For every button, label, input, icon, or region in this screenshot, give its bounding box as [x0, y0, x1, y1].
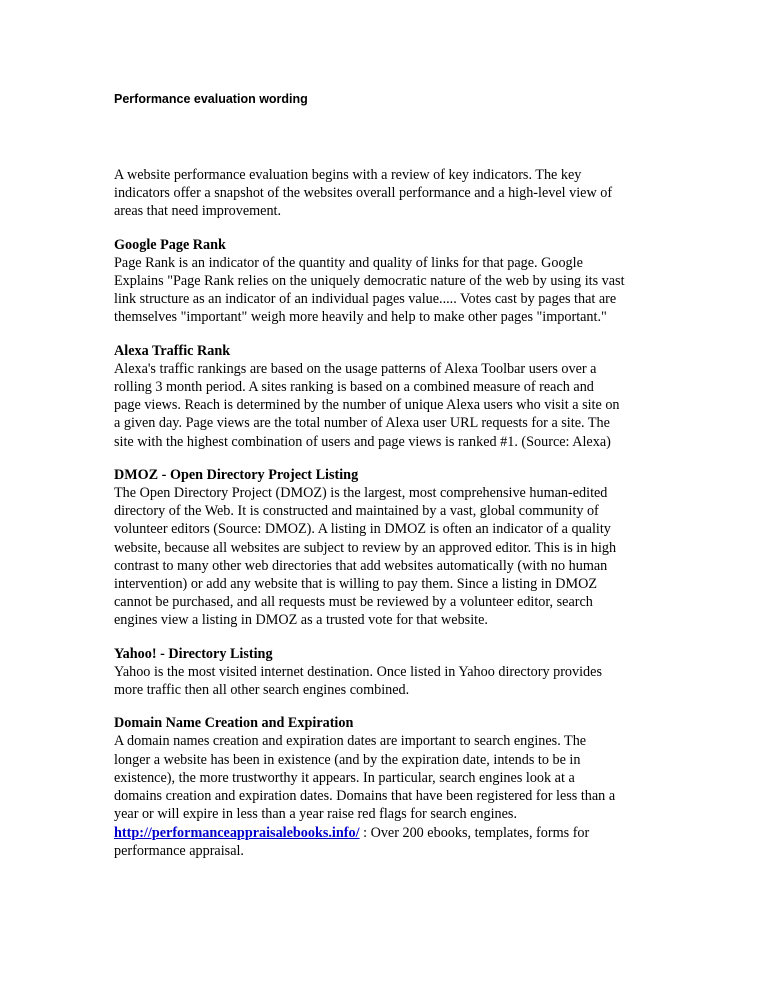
section-line: Yahoo is the most visited internet destination. Once listed in Yahoo directory provides — [114, 663, 602, 680]
section-alexa-traffic-rank — [114, 342, 670, 451]
section-line: Explains "Page Rank relies on the uniquely democratic nature of the web by using its vast — [114, 273, 625, 290]
intro-line: areas that need improvement. — [114, 203, 282, 220]
section-heading: Google Page Rank — [114, 236, 226, 253]
section-line: cannot be purchased, and all requests must be reviewed by a volunteer editor, search — [114, 594, 593, 611]
section-line: rolling 3 month period. A sites ranking is based on a combined measure of reach and — [114, 379, 594, 396]
section-line: website, because all websites are subject to review by an approved editor. This is in high — [114, 539, 617, 556]
section-line: Page Rank is an indicator of the quantity and quality of links for that page. Google — [114, 254, 583, 271]
footer-description: : Over 200 ebooks, templates, forms for — [359, 824, 590, 841]
document-body — [114, 166, 670, 860]
section-line: longer a website has been in existence (and by the expiration date, intends to be in — [114, 751, 581, 768]
section-yahoo-listing — [114, 645, 670, 700]
section-dmoz-listing — [114, 466, 670, 630]
intro-line: A website performance evaluation begins with a review of key indicators. The key — [114, 167, 582, 183]
section-line: intervention) or add any website that is willing to pay them. Since a listing in DMOZ — [114, 576, 598, 593]
section-line: page views. Reach is determined by the number of unique Alexa users who visit a site on — [114, 397, 620, 414]
section-heading: Alexa Traffic Rank — [114, 342, 231, 359]
section-heading: DMOZ - Open Directory Project Listing — [114, 466, 359, 483]
section-line: directory of the Web. It is constructed and maintained by a vast, global community of — [114, 503, 599, 520]
section-line: domains creation and expiration dates. Domains that have been registered for less than a — [114, 788, 616, 805]
section-heading: Yahoo! - Directory Listing — [114, 645, 273, 662]
footer-line-2: performance appraisal. — [114, 842, 244, 859]
section-line: year or will expire in less than a year raise red flags for search engines. — [114, 806, 517, 823]
section-line: A domain names creation and expiration dates are important to search engines. The — [114, 733, 587, 750]
section-line: Alexa's traffic rankings are based on the usage patterns of Alexa Toolbar users over a — [114, 360, 597, 377]
footer-line — [114, 824, 670, 842]
section-line: more traffic then all other search engines combined. — [114, 682, 410, 699]
section-google-page-rank — [114, 236, 670, 327]
intro-paragraph — [114, 166, 670, 221]
section-line: contrast to many other web directories that add websites automatically (with no human — [114, 557, 608, 574]
section-heading: Domain Name Creation and Expiration — [114, 715, 354, 732]
section-line: themselves "important" weigh more heavily and help to make other pages "important." — [114, 309, 607, 326]
ebooks-link[interactable]: http://performanceappraisalebooks.info/ — [114, 824, 360, 841]
section-line: volunteer editors (Source: DMOZ). A listing in DMOZ is often an indicator of a quality — [114, 521, 611, 538]
document-title: Performance evaluation wording — [114, 92, 308, 106]
section-line: The Open Directory Project (DMOZ) is the largest, most comprehensive human-edited — [114, 485, 608, 502]
intro-line: indicators offer a snapshot of the websites overall performance and a high-level view of — [114, 185, 613, 202]
section-line: existence), the more trustworthy it appears. In particular, search engines look at a — [114, 769, 575, 786]
section-line: a given day. Page views are the total number of Alexa user URL requests for a site. The — [114, 415, 610, 432]
section-line: link structure as an indicator of an individual pages value..... Votes cast by pages that are — [114, 291, 617, 308]
section-line: engines view a listing in DMOZ as a trusted vote for that website. — [114, 612, 488, 629]
section-domain-name — [114, 714, 670, 823]
footer-paragraph — [114, 824, 670, 860]
section-line: site with the highest combination of users and page views is ranked #1. (Source: Alexa) — [114, 433, 611, 450]
